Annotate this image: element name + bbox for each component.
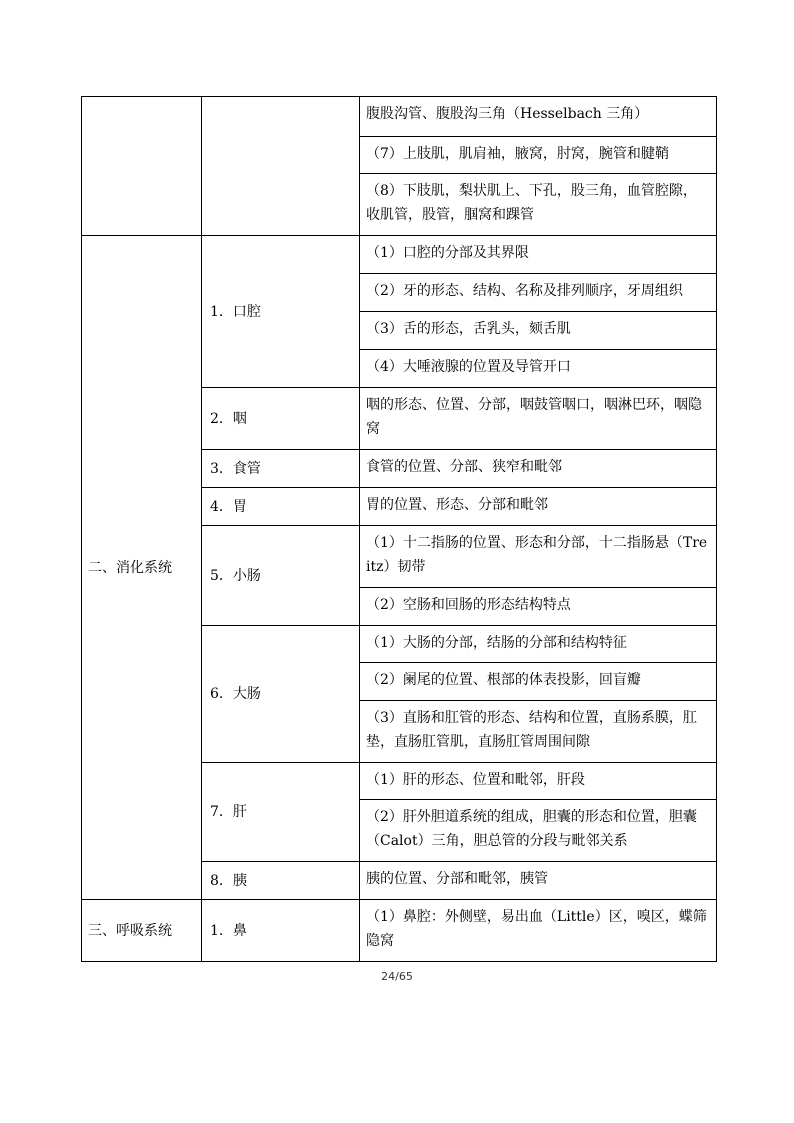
content-cell: （1）口腔的分部及其界限 <box>360 236 717 274</box>
content-cell: 胃的位置、形态、分部和毗邻 <box>360 488 717 526</box>
page-number: 24/65 <box>381 970 413 983</box>
content-cell: （2）牙的形态、结构、名称及排列顺序，牙周组织 <box>360 274 717 312</box>
subsection-small-intestine: 5．小肠 <box>202 526 360 626</box>
subsection-nose: 1．鼻 <box>202 900 360 962</box>
subsection-cell-empty <box>202 97 360 236</box>
content-cell: （8）下肢肌，梨状肌上、下孔，股三角，血管腔隙，收肌管，股管，腘窝和踝管 <box>360 174 717 236</box>
content-cell: （2）空肠和回肠的形态结构特点 <box>360 588 717 626</box>
subsection-liver: 7．肝 <box>202 763 360 862</box>
subsection-pharynx: 2．咽 <box>202 388 360 450</box>
subsection-esophagus: 3．食管 <box>202 450 360 488</box>
section-digestive: 二、消化系统 <box>82 236 202 900</box>
content-cell: （1）十二指肠的位置、形态和分部，十二指肠悬（Treitz）韧带 <box>360 526 717 588</box>
content-cell: （3）舌的形态，舌乳头，颏舌肌 <box>360 312 717 350</box>
content-cell: 食管的位置、分部、狭窄和毗邻 <box>360 450 717 488</box>
content-cell: 腹股沟管、腹股沟三角（Hesselbach 三角） <box>360 97 717 137</box>
syllabus-table <box>81 96 717 962</box>
subsection-pancreas: 8．胰 <box>202 862 360 900</box>
section-cell-empty <box>82 97 202 236</box>
content-cell: （4）大唾液腺的位置及导管开口 <box>360 350 717 388</box>
content-cell: （1）大肠的分部，结肠的分部和结构特征 <box>360 626 717 663</box>
content-cell: （1）鼻腔：外侧壁，易出血（Little）区，嗅区，蝶筛隐窝 <box>360 900 717 962</box>
content-cell: （2）肝外胆道系统的组成，胆囊的形态和位置，胆囊（Calot）三角，胆总管的分段与毗邻关系 <box>360 800 717 862</box>
content-cell: （7）上肢肌，肌肩袖，腋窝，肘窝，腕管和腱鞘 <box>360 137 717 174</box>
subsection-stomach: 4．胃 <box>202 488 360 526</box>
subsection-large-intestine: 6．大肠 <box>202 626 360 763</box>
content-cell: （1）肝的形态、位置和毗邻，肝段 <box>360 763 717 800</box>
content-cell: 胰的位置、分部和毗邻，胰管 <box>360 862 717 900</box>
subsection-oral-cavity: 1．口腔 <box>202 236 360 388</box>
content-cell: 咽的形态、位置、分部，咽鼓管咽口，咽淋巴环，咽隐窝 <box>360 388 717 450</box>
content-cell: （2）阑尾的位置、根部的体表投影，回盲瓣 <box>360 663 717 701</box>
section-respiratory: 三、呼吸系统 <box>82 900 202 962</box>
content-cell: （3）直肠和肛管的形态、结构和位置，直肠系膜，肛垫，直肠肛管肌，直肠肛管周围间隙 <box>360 701 717 763</box>
